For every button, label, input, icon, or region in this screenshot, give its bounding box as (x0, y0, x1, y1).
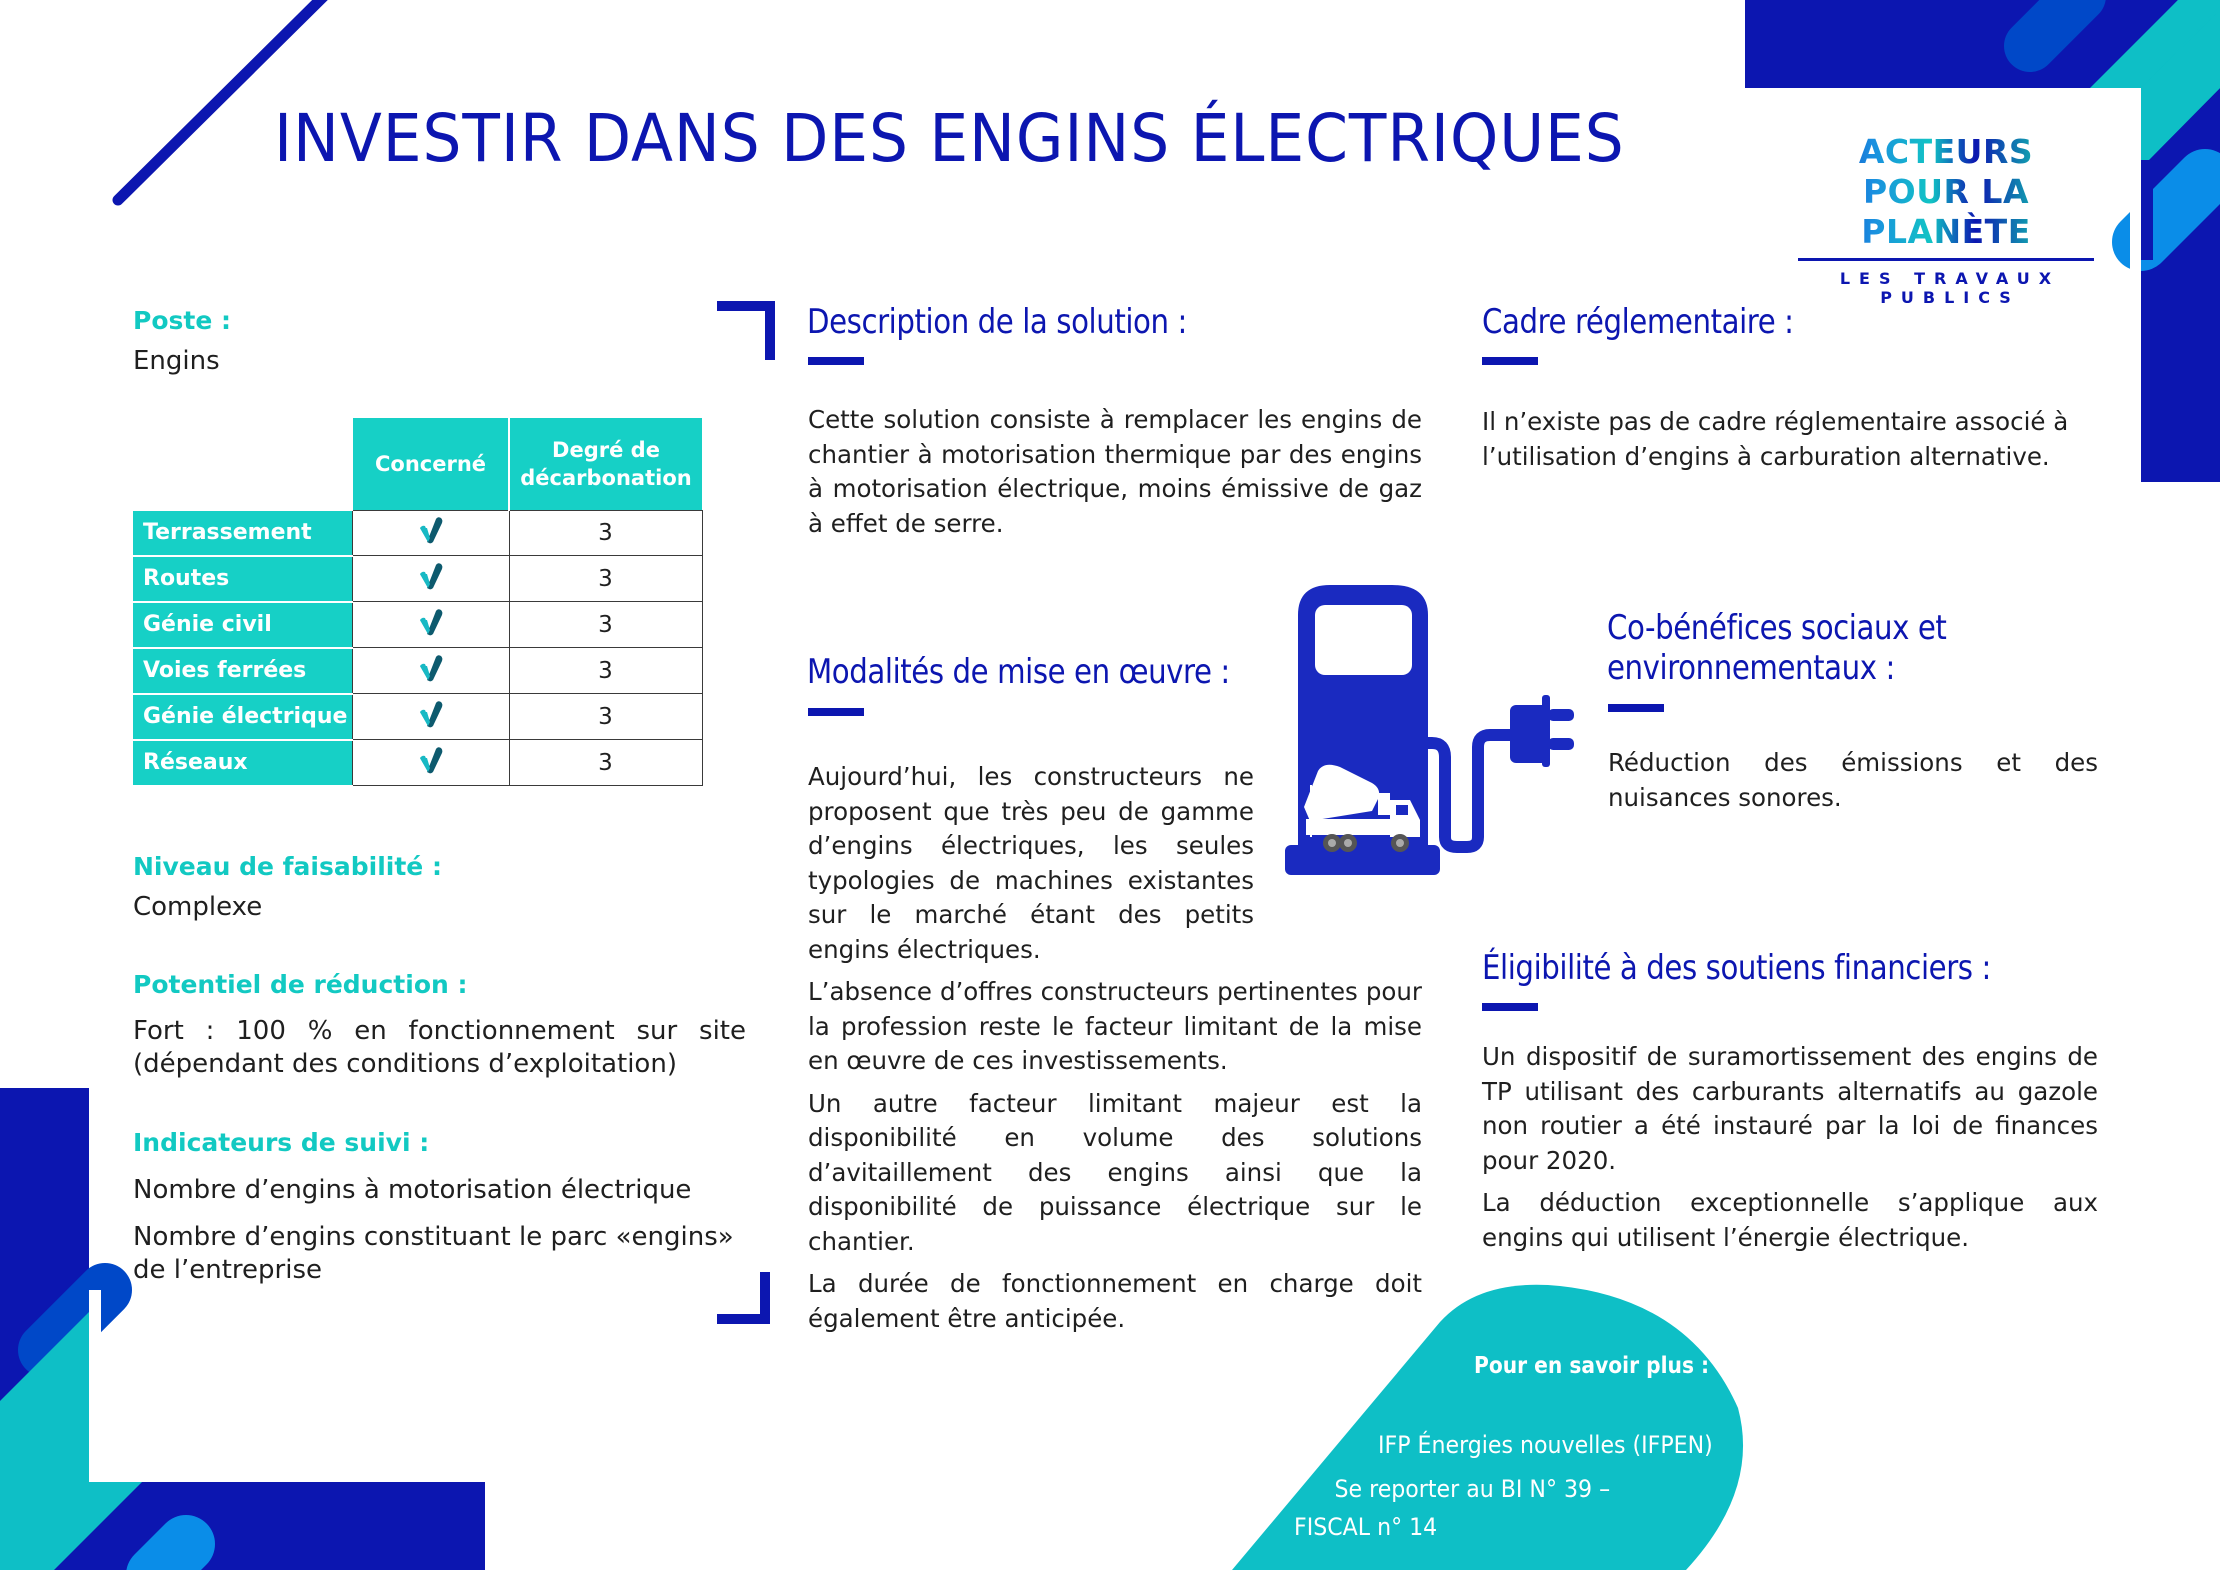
faisabilite-label: Niveau de faisabilité : (133, 852, 442, 881)
table-row (133, 740, 702, 786)
modalites-paragraph: L’absence d’offres constructeurs pertinentes pour la profession reste le facteur limitant de la mise en œuvre de ces investissements. (808, 977, 1422, 1075)
cobenefices-text: Réduction des émissions et des nuisances sonores. (1608, 748, 2098, 812)
row-label: Routes (133, 556, 352, 602)
description-underline (808, 357, 864, 365)
electric-charging-station-icon (1280, 575, 1580, 880)
indicateurs-label: Indicateurs de suivi : (133, 1128, 430, 1157)
bottom-light-blue-stripe (155, 1544, 186, 1570)
modalites-rest (808, 975, 1422, 1344)
degre-cell: 3 (509, 556, 702, 602)
modalites-underline (808, 708, 864, 716)
description-text: Cette solution consiste à remplacer les engins de chantier à motorisation thermique par des engins à motorisation électrique, moins émissive de gaz à effet de serre. (808, 405, 1422, 538)
table-row (133, 556, 702, 602)
logo-line-1: ACTEURS (1798, 132, 2094, 172)
eligibilite-paragraph: La déduction exceptionnelle s’applique aux engins qui utilisent l’énergie électrique. (1482, 1188, 2098, 1252)
eligibilite-underline (1482, 1003, 1538, 1011)
degre-cell: 3 (509, 511, 702, 556)
degre-cell: 3 (509, 648, 702, 694)
check-icon (418, 516, 444, 544)
ifpen-link[interactable]: IFP Énergies nouvelles (IFPEN) (1378, 1431, 1713, 1459)
top-right-mid-blue-stripe (2030, 0, 2080, 46)
table-row (133, 648, 702, 694)
potentiel-value: Fort : 100 % en fonctionnement sur site (dépendant des conditions d’exploitation) (133, 1016, 746, 1079)
description-title: Description de la solution : (807, 302, 1187, 342)
table-header-row (133, 418, 702, 511)
concerne-cell (352, 511, 509, 556)
modalites-paragraph: Un autre facteur limitant majeur est la disponibilité en volume des solutions d’avitaillement des engins ainsi que la disponibilité de puissance électrique sur le chantier. (808, 1088, 1422, 1256)
cadre-title: Cadre réglementaire : (1482, 302, 1794, 342)
row-label: Génie électrique (133, 694, 352, 740)
check-icon (418, 654, 444, 682)
concerne-cell (352, 648, 509, 694)
degre-cell: 3 (509, 694, 702, 740)
concerne-cell (352, 740, 509, 786)
cadre-underline (1482, 357, 1538, 365)
corner-bracket-top (717, 306, 770, 360)
column-header-degre: Degré de décarbonation (509, 418, 702, 511)
check-icon (418, 700, 444, 728)
logo-tagline: LES TRAVAUX PUBLICS (1839, 269, 2061, 307)
sector-table (133, 418, 703, 787)
concerne-cell (352, 556, 509, 602)
faisabilite-value: Complexe (133, 892, 263, 922)
modalites-title: Modalités de mise en œuvre : (807, 652, 1230, 692)
poste-label: Poste : (133, 306, 231, 335)
indicateur-item: Nombre d’engins à motorisation électrique (133, 1175, 692, 1205)
bi-fiscal-reference[interactable]: Se reporter au BI N° 39 – FISCAL n° 14 (1294, 1475, 1611, 1541)
table-row (133, 602, 702, 648)
cobenefices-underline (1608, 704, 1664, 712)
modalites-paragraph: La durée de fonctionnement en charge doit également être anticipée. (808, 1269, 1422, 1333)
modalites-paragraph: Aujourd’hui, les constructeurs ne proposent que très peu de gamme d’engins électriques, les seules typologies de machines existantes sur le marché étant des petits engins électriques. (808, 762, 1254, 964)
more-info-title: Pour en savoir plus : (1474, 1353, 1710, 1379)
page-title: INVESTIR DANS DES ENGINS ÉLECTRIQUES (274, 100, 1625, 177)
indicateurs-list (133, 1174, 743, 1287)
concerne-cell (352, 694, 509, 740)
column-header-concerne: Concerné (352, 418, 509, 511)
degre-cell: 3 (509, 740, 702, 786)
concerne-cell (352, 602, 509, 648)
row-label: Réseaux (133, 740, 352, 786)
table-row (133, 694, 702, 740)
degre-cell: 3 (509, 602, 702, 648)
row-label: Génie civil (133, 602, 352, 648)
indicateur-item: Nombre d’engins constituant le parc «engins» de l’entreprise (133, 1222, 734, 1285)
table-row (133, 511, 702, 556)
eligibilite-text (1482, 1040, 2098, 1263)
cobenefices-title: Co-bénéfices sociaux et environnementaux : (1607, 608, 1947, 688)
brand-logo (1798, 132, 2094, 307)
poste-value: Engins (133, 346, 220, 376)
eligibilite-paragraph: Un dispositif de suramortissement des engins de TP utilisant des carburants alternatifs au gazole non routier a été instauré par la loi de finances pour 2020. (1482, 1042, 2098, 1175)
check-icon (418, 608, 444, 636)
potentiel-label: Potentiel de réduction : (133, 970, 468, 999)
cadre-text: Il n’existe pas de cadre réglementaire associé à l’utilisation d’engins à carburation alternative. (1482, 407, 2069, 471)
row-label: Voies ferrées (133, 648, 352, 694)
check-icon (418, 746, 444, 774)
logo-divider (1798, 258, 2094, 261)
eligibilite-title: Éligibilité à des soutiens financiers : (1482, 948, 1991, 988)
check-icon (418, 562, 444, 590)
row-label: Terrassement (133, 511, 352, 556)
logo-line-2: POUR LA PLANÈTE (1798, 172, 2094, 252)
